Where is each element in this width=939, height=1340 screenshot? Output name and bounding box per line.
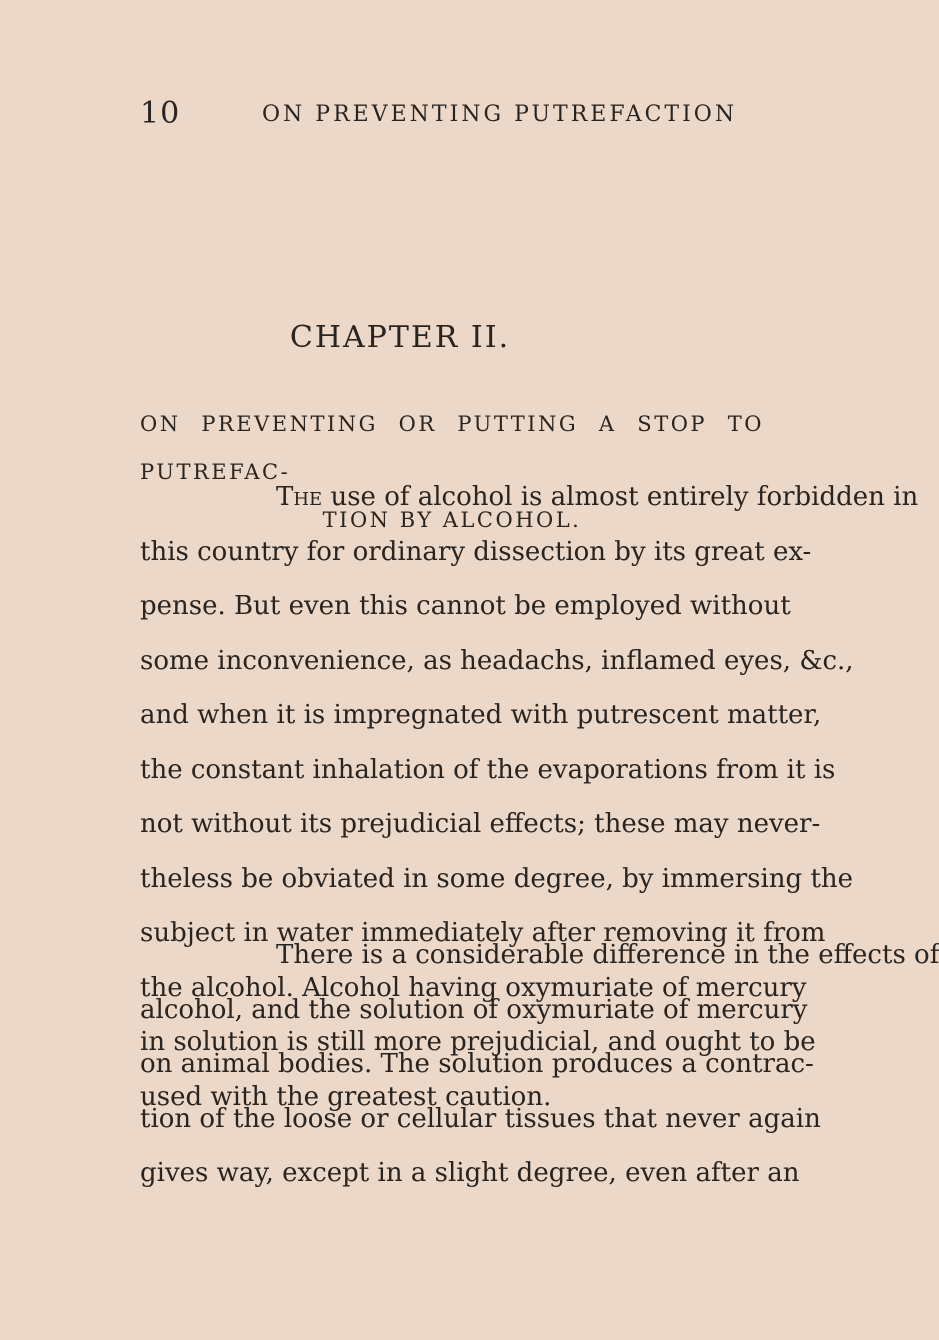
running-head: ON PREVENTING PUTREFACTION xyxy=(262,102,738,127)
text-line: tion of the loose or cellular tissues that never again xyxy=(140,1103,821,1134)
text-line: used with the greatest caution. xyxy=(140,1081,552,1112)
text-line: some inconvenience, as headachs, inflamed eyes, &c., xyxy=(140,645,854,676)
text-line: not without its prejudicial effects; these may never- xyxy=(140,809,821,839)
text-line: the alcohol. Alcohol having oxymuriate of mercury xyxy=(140,972,807,1003)
chapter-title: CHAPTER II. xyxy=(289,320,511,355)
text-line: and when it is impregnated with putrescent matter, xyxy=(140,700,822,730)
subtitle-line: TION BY ALCOHOL. xyxy=(322,508,582,532)
drop-word: The xyxy=(276,482,323,512)
text-line: pense. But even this cannot be employed without xyxy=(140,591,791,621)
text-line: subject in water immediately after removing it from xyxy=(140,918,826,948)
page-header xyxy=(140,96,760,136)
page-number: 10 xyxy=(140,96,181,131)
text-line: theless be obviated in some degree, by immersing the xyxy=(140,863,854,894)
text-line: this country for ordinary dissection by its great ex- xyxy=(140,536,812,567)
text-line: on animal bodies. The solution produces a contrac- xyxy=(140,1049,814,1079)
text-line: gives way, except in a slight degree, even after an xyxy=(140,1158,800,1188)
text-line: in solution is still more prejudicial, and ought to be xyxy=(140,1027,816,1057)
text-line: The use of alcohol is almost entirely forbidden in xyxy=(276,482,919,512)
subtitle-line: ON PREVENTING OR PUTTING A STOP TO PUTREFAC- xyxy=(140,412,764,484)
paragraph-2 xyxy=(140,928,939,1201)
text-line: the constant inhalation of the evaporations from it is xyxy=(140,754,836,785)
text-line: alcohol, and the solution of oxymuriate of mercury xyxy=(140,994,808,1025)
text-line: There is a considerable difference in the effects of xyxy=(276,940,939,970)
